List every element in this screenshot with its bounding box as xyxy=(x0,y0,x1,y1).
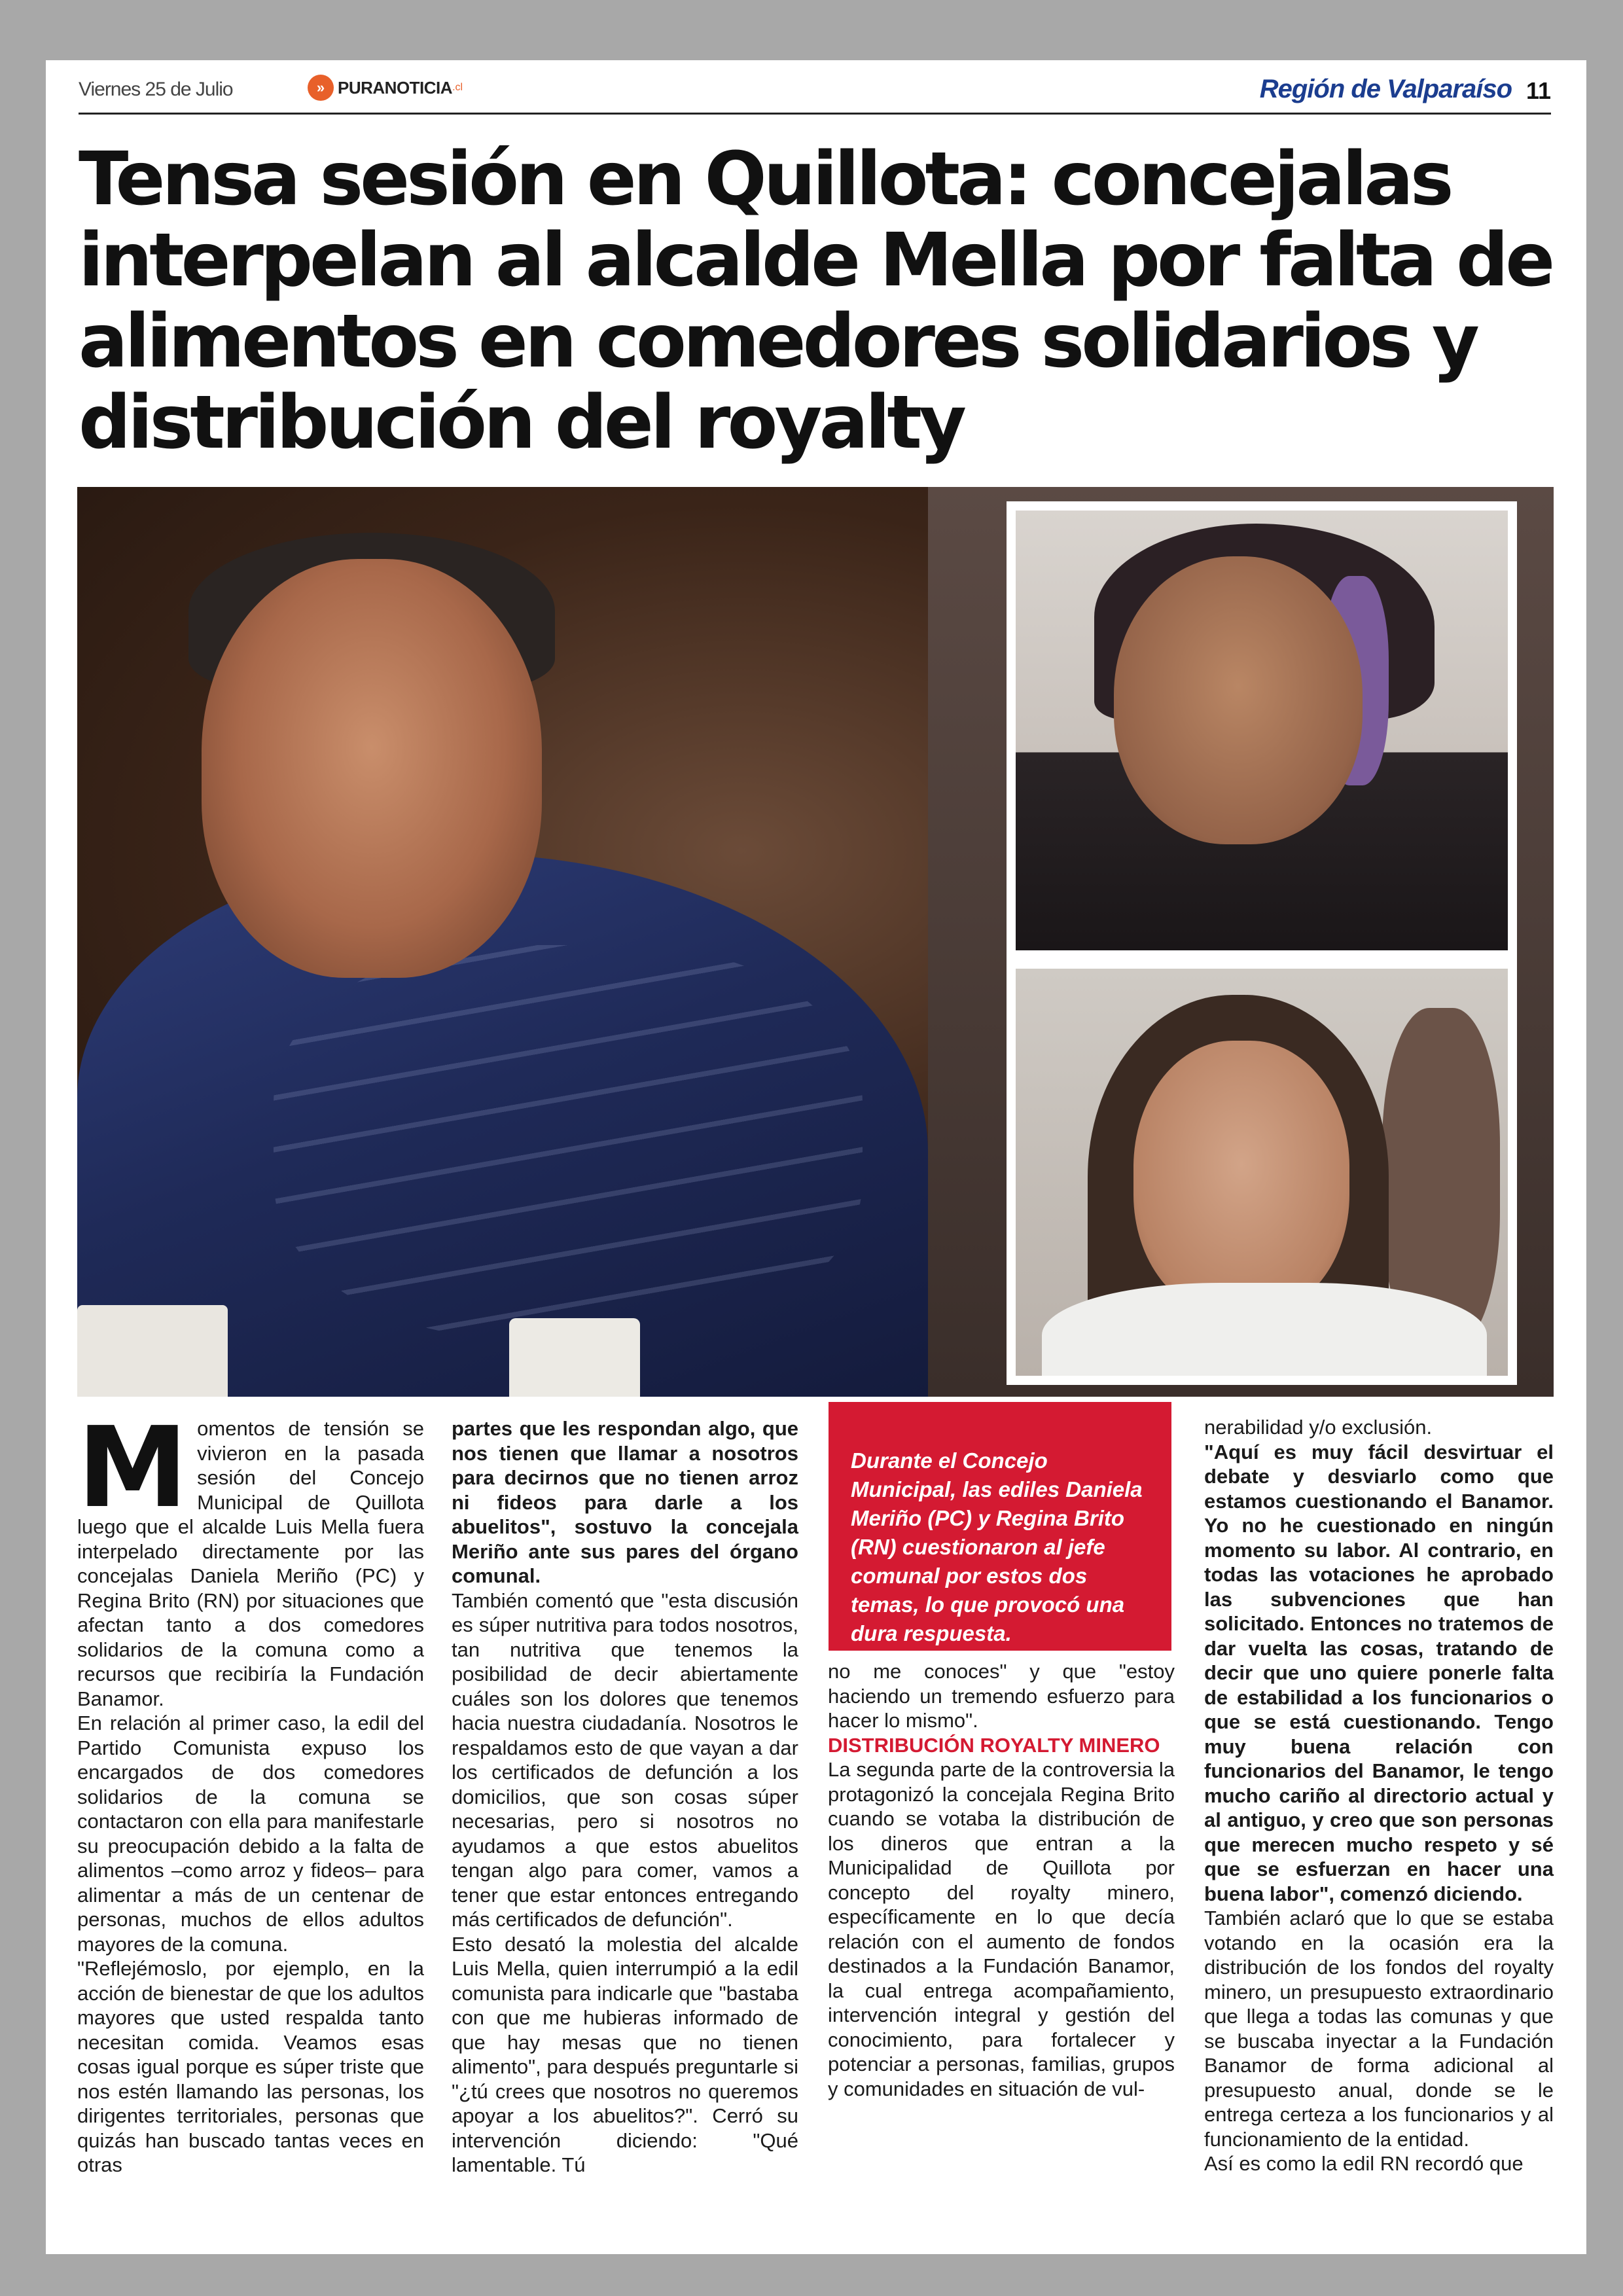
headline: Tensa sesión en Quillota: concejalas interpelan al alcalde Mella por falta de alimentos en comedores solidarios y distribución del royalty xyxy=(79,137,1552,465)
newspaper-page xyxy=(46,60,1586,2254)
article-column-2 xyxy=(452,1416,798,2178)
paragraph: omentos de tensión se vivieron en la pasada sesión del Concejo Municipal de Quillota luego que el alcalde Luis Mella fuera interpelado directamente por las concejalas Daniela Meriño (PC) y Regina Brito (RN) por situaciones que afectan tanto a dos comedores solidarios de la comuna como a recursos que recibiría la Fundación Banamor. xyxy=(77,1417,424,1710)
section-title: Región de Valparaíso xyxy=(1259,75,1512,103)
paragraph: La segunda parte de la controversia la protagonizó la concejala Regina Brito cuando se votaba la distribución de los dineros que entran a la Municipalidad de Quillota por concepto del royalty minero, específicamente en lo que decía relación con el aumento de fondos destinados a la Fundación Banamor, la cual entrega acompañamiento, intervención integral y gestión del conocimiento, para fortalecer y potenciar a personas, familias, grupos y comunidades en situación de vul- xyxy=(828,1758,1175,2100)
pull-quote-box xyxy=(829,1402,1171,1651)
page-number: 11 xyxy=(1525,77,1551,104)
paragraph: partes que les respondan algo, que nos tienen que llamar a nosotros para decirnos que no tienen arroz ni fideos para darle a los abuelitos", sostuvo la concejala Meriño ante sus pares del órgano comunal. xyxy=(452,1417,798,1587)
paragraph: "Reflejémoslo, por ejemplo, en la acción de bienestar de que los adultos mayores que usted respalda tanto necesitan comida. Veamos esas cosas igual porque es súper triste que nos estén llamando las personas, los dirigentes territoriales, personas que quizás han buscado tantas veces en otras xyxy=(77,1957,424,2176)
paragraph: En relación al primer caso, la edil del Partido Comunista expuso los encargados de dos comedores solidarios de la comuna se contactaron con ella para manifestarle su preocupación debido a la falta de alimentos –como arroz y fideos– para alimentar a más de un centenar de personas, muchos de ellos adultos mayores de la comuna. xyxy=(77,1712,424,1956)
logo-chevrons-icon: » xyxy=(308,75,334,101)
main-photo xyxy=(77,487,1554,1397)
paragraph: Así es como la edil RN recordó que xyxy=(1204,2152,1524,2175)
article-column-4 xyxy=(1204,1415,1554,2176)
pull-quote-text: Durante el Concejo Municipal, las ediles Daniela Meriño (PC) y Regina Brito (RN) cuestionaron al jefe comunal por estos dos temas, lo que provocó una dura respuesta. xyxy=(851,1448,1143,1645)
paragraph: no me conoces" y que "estoy haciendo un tremendo esfuerzo para hacer lo mismo". xyxy=(828,1660,1175,1732)
issue-date: Viernes 25 de Julio xyxy=(79,79,233,100)
puranoticia-logo xyxy=(308,75,463,101)
drop-cap: M xyxy=(77,1403,188,1533)
inset-photo-brito xyxy=(1007,960,1517,1385)
paragraph: También aclaró que lo que se estaba votando en la ocasión era la distribución de los fondos del royalty minero, un presupuesto extraordinario que llega a todas las comunas y que se buscaba inyectar a la Fundación Banamor de forma adicional al presupuesto anual, donde se le entrega certeza a los funcionarios y al funcionamiento de la entidad. xyxy=(1204,1907,1554,2151)
subheading: DISTRIBUCIÓN ROYALTY MINERO xyxy=(828,1733,1160,1757)
page-header xyxy=(79,75,1551,115)
logo-suffix: .cl xyxy=(452,82,463,93)
inset-photo-meriño xyxy=(1007,501,1517,960)
article-column-1 xyxy=(77,1403,424,2178)
paragraph: También comentó que "esta discusión es súper nutritiva para todos nosotros, tan nutritiva que tenemos la posibilidad de decir abiertamente cuáles son los dolores que tenemos hacia nuestra ciudadanía. Nosotros le respaldamos esto de que vayan a dar los certificados de defunción a los domicilios, que son cosas súper necesarias, pero si nosotros no ayudamos a que estos abuelitos tengan algo para comer, vamos a tener que estar entonces entregando más certificados de defunción". xyxy=(452,1588,798,1931)
paragraph: nerabilidad y/o exclusión. xyxy=(1204,1416,1433,1439)
paragraph: "Aquí es muy fácil desvirtuar el debate y desviarlo como que estamos cuestionando el Banamor. Yo no he cuestionado en ningún momento su labor. Al contrario, en todas las votaciones he aprobado las subvenciones que han solicitado. Entonces no tratemos de dar vuelta las cosas, tratando de decir que uno quiere ponerle falta de estabilidad a los funcionarios o que se está cuestionando. Tengo muy buena relación con funcionarios del Banamor, le tengo mucho cariño al directorio actual y al antiguo, y creo que son personas que merecen mucho respeto y sé que se esfuerzan en hacer una buena labor", comenzó diciendo. xyxy=(1204,1440,1554,1905)
logo-text: PURANOTICIA xyxy=(338,77,453,98)
article-column-3 xyxy=(828,1659,1175,2101)
paragraph: Esto desató la molestia del alcalde Luis Mella, quien interrumpió a la edil comunista para indicarle que "bastaba con que me hubieras informado de que hay mesas que no tienen alimento", para después preguntarle si "¿tú crees que nosotros no queremos apoyar a los abuelitos?". Cerró su intervención diciendo: "Qué lamentable. Tú xyxy=(452,1932,798,2176)
